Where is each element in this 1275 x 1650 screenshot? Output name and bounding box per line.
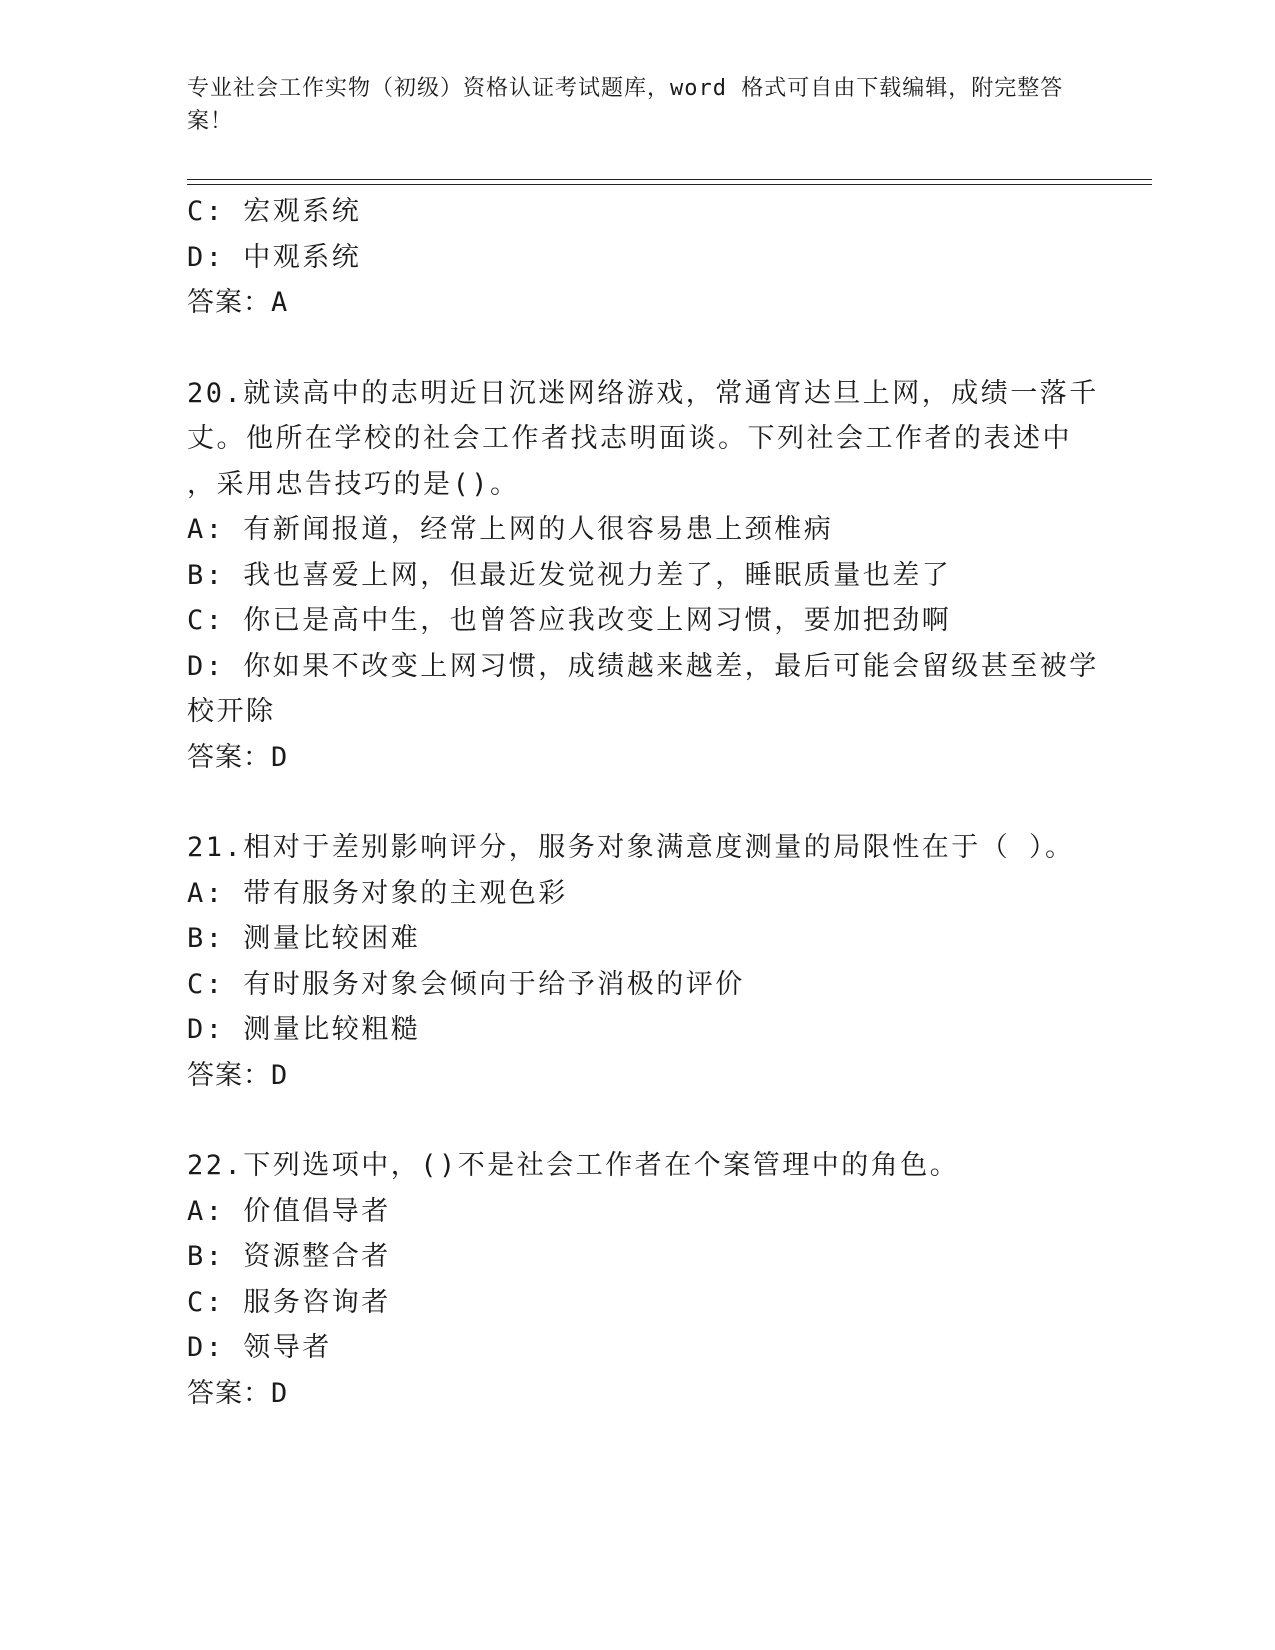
option-text: 有时服务对象会倾向于给予消极的评价	[243, 968, 745, 1000]
option-label: C:	[187, 605, 225, 636]
option-a	[187, 1189, 1087, 1235]
answer-line	[187, 1371, 1087, 1417]
option-text: 服务咨询者	[243, 1286, 391, 1318]
option-b	[187, 1234, 1087, 1280]
option-label: C:	[187, 1286, 225, 1318]
option-label: D:	[187, 241, 225, 273]
option-label: D:	[187, 1014, 225, 1045]
option-label: D:	[187, 1332, 225, 1363]
option-d	[187, 644, 1099, 690]
question-stem-line: ，采用忠告技巧的是()。	[187, 468, 520, 500]
option-label: B:	[187, 923, 225, 954]
question-stem-line: 22.下列选项中，()不是社会工作者在个案管理中的角色。	[187, 1150, 960, 1181]
answer-label: 答案：	[187, 741, 271, 773]
spacer	[187, 326, 1087, 371]
spacer	[187, 1098, 1087, 1143]
carryover-question	[187, 189, 1087, 326]
answer-line	[187, 280, 1087, 326]
option-c	[187, 962, 1087, 1008]
question-21	[187, 825, 1087, 1098]
option-label: A:	[187, 1195, 225, 1227]
option-d	[187, 235, 1087, 281]
option-c	[187, 189, 1087, 235]
page-header-title: 专业社会工作实物（初级）资格认证考试题库，word 格式可自由下载编辑，附完整答案！	[187, 76, 1064, 134]
answer-value: D	[271, 1377, 289, 1409]
option-c	[187, 1280, 1087, 1326]
answer-value: D	[271, 741, 289, 773]
answer-label: 答案：	[187, 1377, 271, 1409]
option-text: 你如果不改变上网习惯，成绩越来越差，最后可能会留级甚至被学	[243, 650, 1099, 682]
option-label: A:	[187, 877, 225, 909]
option-d	[187, 1325, 1087, 1371]
option-text: 校开除	[187, 696, 276, 727]
question-stem-line: 丈。他所在学校的社会工作者找志明面谈。下列社会工作者的表述中	[187, 423, 1072, 454]
option-text: 宏观系统	[243, 196, 362, 227]
option-text: 有新闻报道，经常上网的人很容易患上颈椎病	[243, 514, 834, 545]
answer-line	[187, 1053, 1087, 1099]
option-label: C:	[187, 196, 225, 227]
option-label: D:	[187, 650, 225, 682]
option-text: 中观系统	[243, 241, 362, 273]
option-text: 我也喜爱上网，但最近发觉视力差了，睡眠质量也差了	[243, 559, 952, 591]
option-a	[187, 871, 1087, 917]
spacer	[187, 780, 1087, 825]
option-label: A:	[187, 514, 225, 545]
answer-line	[187, 735, 1087, 781]
question-stem-line: 20.就读高中的志明近日沉迷网络游戏，常通宵达旦上网，成绩一落千	[187, 377, 1099, 409]
option-d-continuation	[187, 689, 1087, 735]
question-22	[187, 1143, 1087, 1416]
header-divider-top	[187, 179, 1152, 180]
answer-value: D	[271, 1059, 289, 1091]
document-body	[187, 189, 1099, 1416]
option-text: 价值倡导者	[243, 1195, 391, 1227]
option-text: 测量比较粗糙	[243, 1014, 421, 1045]
option-b	[187, 553, 1087, 599]
answer-label: 答案：	[187, 287, 271, 318]
option-b	[187, 916, 1087, 962]
question-20	[187, 371, 1099, 781]
header-divider-bottom	[187, 184, 1152, 185]
option-d	[187, 1007, 1087, 1053]
option-c	[187, 598, 1087, 644]
option-a	[187, 507, 1087, 553]
option-text: 测量比较困难	[243, 923, 421, 954]
answer-label: 答案：	[187, 1059, 271, 1091]
option-label: B:	[187, 1241, 225, 1272]
option-text: 你已是高中生，也曾答应我改变上网习惯，要加把劲啊	[243, 605, 952, 636]
question-stem-line: 21.相对于差别影响评分，服务对象满意度测量的局限性在于（ ）。	[187, 832, 1075, 863]
option-label: B:	[187, 559, 225, 591]
option-text: 资源整合者	[243, 1241, 391, 1272]
answer-value: A	[271, 287, 289, 318]
option-text: 带有服务对象的主观色彩	[243, 877, 568, 909]
option-text: 领导者	[243, 1332, 332, 1363]
option-label: C:	[187, 968, 225, 1000]
